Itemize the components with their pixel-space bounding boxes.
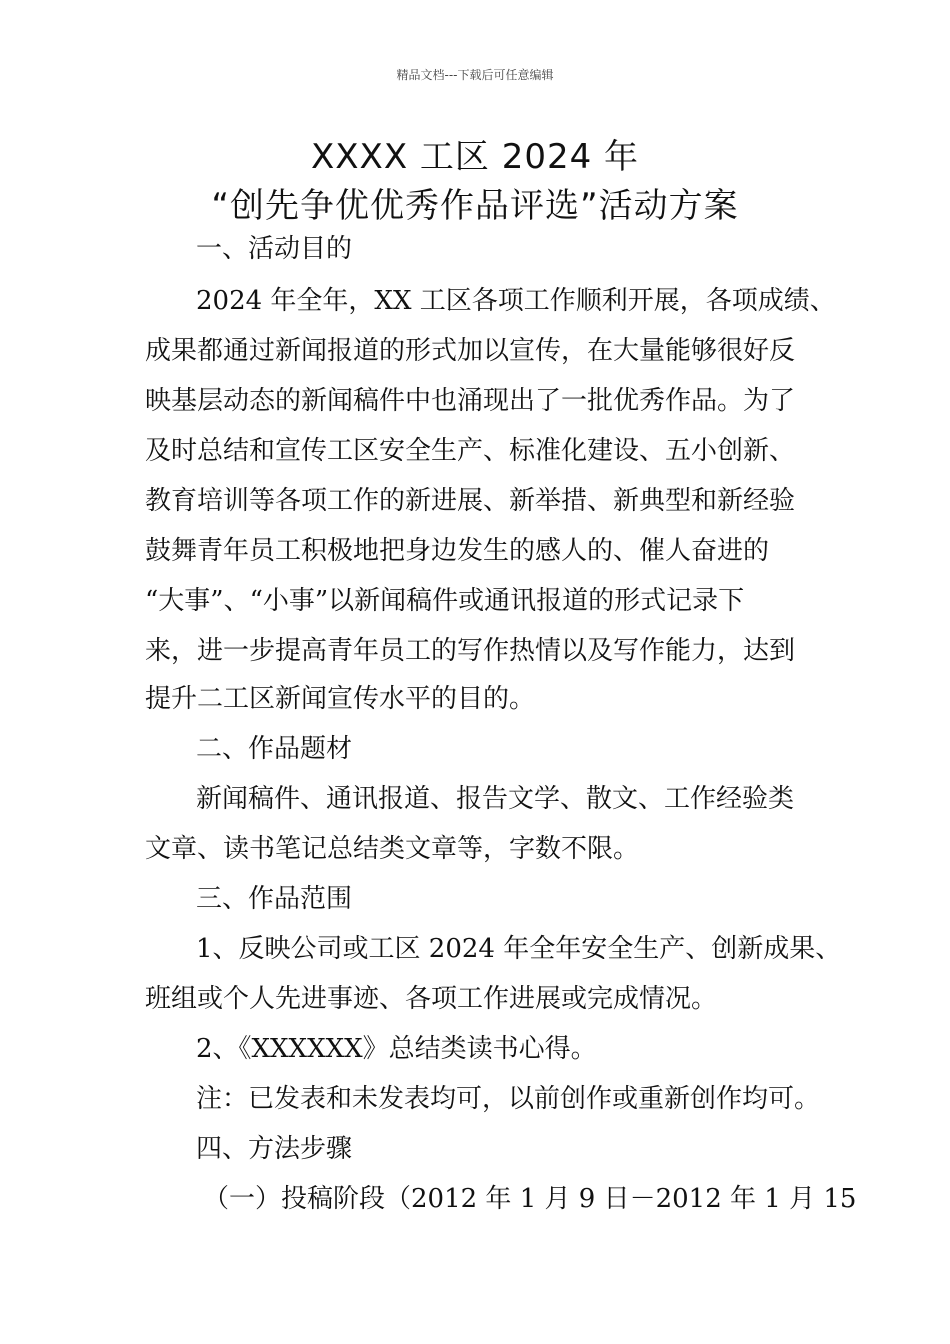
paragraph-line: 映基层动态的新闻稿件中也涌现出了一批优秀作品。为了 [145, 386, 796, 416]
section-heading-purpose: 一、活动目的 [196, 234, 353, 264]
paragraph-line: 成果都通过新闻报道的形式加以宣传，在大量能够很好反 [145, 336, 796, 366]
note-line: 注：已发表和未发表均可，以前创作或重新创作均可。 [196, 1084, 821, 1114]
paragraph-line: 及时总结和宣传工区安全生产、标准化建设、五小创新、 [145, 436, 796, 466]
paragraph-line: “大事”、“小事”以新闻稿件或通讯报道的形式记录下 [145, 586, 745, 616]
paragraph-line: 班组或个人先进事迹、各项工作进展或完成情况。 [145, 984, 718, 1014]
paragraph-line: 提升二工区新闻宣传水平的目的。 [145, 684, 536, 714]
document-title-line-2: “创先争优优秀作品评选”活动方案 [211, 186, 739, 226]
section-heading-steps: 四、方法步骤 [196, 1134, 353, 1164]
paragraph-line: 1、反映公司或工区 2024 年全年安全生产、创新成果、 [196, 934, 842, 964]
paragraph-line: 新闻稿件、通讯报道、报告文学、散文、工作经验类 [196, 784, 795, 814]
paragraph-line: 教育培训等各项工作的新进展、新举措、新典型和新经验 [145, 486, 796, 516]
section-heading-subject: 二、作品题材 [196, 734, 353, 764]
header-note: 精品文档---下载后可任意编辑 [396, 68, 554, 82]
paragraph-line: 来，进一步提高青年员工的写作热情以及写作能力，达到 [145, 636, 796, 666]
document-title-line-1: XXXX 工区 2024 年 [310, 137, 640, 177]
paragraph-line: 文章、读书笔记总结类文章等，字数不限。 [145, 834, 640, 864]
paragraph-line: 2、《XXXXXX》总结类读书心得。 [196, 1034, 597, 1064]
paragraph-line: （一）投稿阶段（2012 年 1 月 9 日－2012 年 1 月 15 [203, 1184, 857, 1214]
paragraph-line: 鼓舞青年员工积极地把身边发生的感人的、催人奋进的 [145, 536, 770, 566]
section-heading-scope: 三、作品范围 [196, 884, 353, 914]
paragraph-line: 2024 年全年，XX 工区各项工作顺利开展，各项成绩、 [196, 286, 836, 316]
